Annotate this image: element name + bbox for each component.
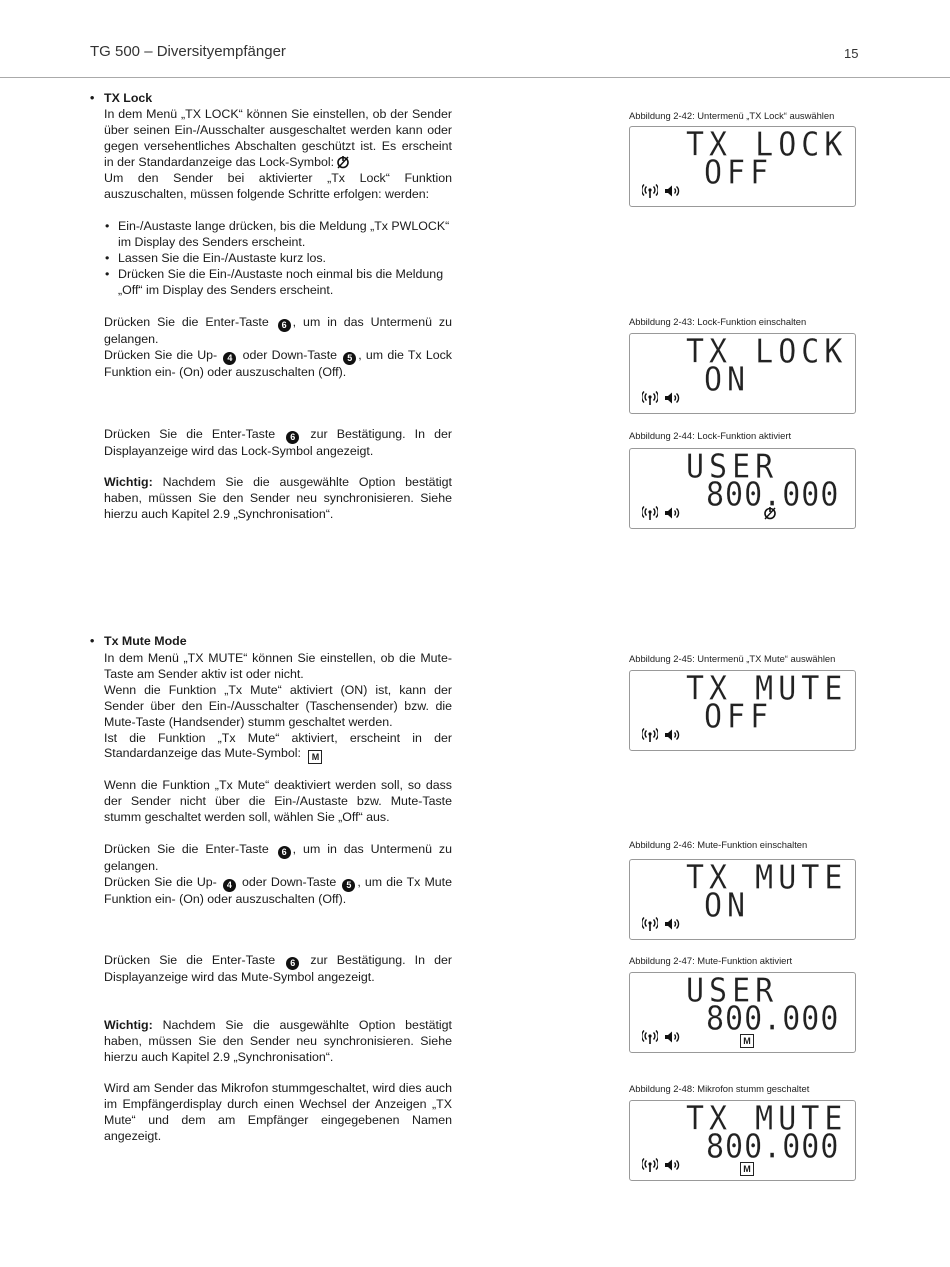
tx-mute-intro	[104, 651, 452, 764]
lcd-icon-row	[642, 184, 680, 203]
text-span: oder Down-Taste	[242, 347, 338, 362]
mute-status-label: M	[740, 1162, 754, 1176]
speaker-icon	[664, 1030, 680, 1049]
figure-caption: Abbildung 2-46: Mute-Funktion einschalten	[629, 839, 808, 850]
text-span: In dem Menü „TX MUTE“ können Sie einstellen, ob die Mute-Taste am Sender aktiv ist oder nicht.	[104, 651, 452, 681]
figure-caption: Abbildung 2-47: Mute-Funktion aktiviert	[629, 955, 793, 966]
down-key-icon: 5	[342, 879, 355, 892]
header-divider	[0, 77, 950, 78]
tx-lock-confirm-paragraph	[104, 427, 452, 460]
antenna-icon	[642, 728, 658, 747]
lcd-display	[629, 448, 856, 529]
figure-caption: Abbildung 2-42: Untermenü „TX Lock“ auswählen	[629, 110, 835, 121]
lcd-line-1: TX MUTE	[686, 669, 848, 709]
tx-mute-heading: • Tx Mute Mode	[90, 634, 187, 648]
enter-key-icon: 6	[286, 957, 299, 970]
enter-key-icon: 6	[278, 319, 291, 332]
lock-status-icon	[763, 506, 777, 525]
speaker-icon	[664, 391, 680, 410]
lcd-line-2: ON	[704, 886, 751, 926]
figure-caption: Abbildung 2-43: Lock-Funktion einschalten	[629, 316, 807, 327]
tx-lock-steps-list	[104, 219, 454, 299]
important-label: Wichtig:	[104, 475, 153, 489]
lcd-line-1: USER	[686, 971, 779, 1011]
antenna-icon	[642, 1158, 658, 1177]
lcd-line-2: 800.000	[706, 475, 840, 515]
page-number: 15	[844, 46, 859, 61]
down-key-icon: 5	[343, 352, 356, 365]
figure-caption: Abbildung 2-44: Lock-Funktion aktiviert	[629, 430, 792, 441]
lcd-display	[629, 1100, 856, 1181]
text-span: Drücken Sie die Enter-Taste	[104, 842, 269, 856]
lcd-display	[629, 333, 856, 414]
text-span: oder Down-Taste	[241, 874, 337, 889]
lcd-line-2: OFF	[704, 153, 774, 193]
list-item: • Ein-/Austaste lange drücken, bis die Meldung „Tx PWLOCK“ im Display des Senders erscheint.	[104, 219, 454, 251]
tx-lock-heading-text: TX Lock	[104, 91, 153, 105]
tx-lock-important-note	[104, 475, 452, 523]
speaker-icon	[664, 728, 680, 747]
figure-caption: Abbildung 2-48: Mikrofon stumm geschaltet	[629, 1083, 810, 1094]
page-header-title: TG 500 – Diversityempfänger	[90, 43, 286, 60]
text-span: , um die Tx Lock Funktion ein- (On) oder auszuschalten (Off).	[104, 347, 452, 379]
text-span: Drücken Sie die Enter-Taste	[104, 427, 276, 441]
tx-mute-confirm-paragraph	[104, 953, 452, 986]
speaker-icon	[664, 506, 680, 525]
lcd-display	[629, 859, 856, 940]
lcd-icon-row	[642, 391, 680, 410]
tx-mute-deactivate-paragraph: Wenn die Funktion „Tx Mute“ deaktiviert werden soll, so dass der Sender nicht über die Ein-/Austaste bzw. Mute-Taste stumm geschaltet werden soll, wählen Sie „Off“ aus.	[104, 778, 452, 824]
antenna-icon	[642, 506, 658, 525]
lcd-line-2: OFF	[704, 697, 774, 737]
lcd-display	[629, 972, 856, 1053]
tx-lock-heading: • TX Lock	[90, 91, 153, 105]
lcd-line-2: 800.000	[706, 999, 840, 1039]
lcd-line-1: TX MUTE	[686, 858, 848, 898]
lcd-line-2: ON	[704, 360, 751, 400]
tx-mute-enter-paragraph	[104, 842, 452, 908]
antenna-icon	[642, 184, 658, 203]
lcd-line-1: USER	[686, 447, 779, 487]
up-key-icon: 4	[223, 352, 236, 365]
list-item: • Drücken Sie die Ein-/Austaste noch einmal bis die Meldung „Off“ im Display des Senders erscheint.	[104, 267, 454, 299]
important-label: Wichtig:	[104, 1018, 153, 1032]
text-span: Nachdem Sie die ausgewählte Option bestätigt haben, müssen Sie den Sender neu synchronisieren. Siehe hierzu auch Kapitel 2.9 „Synchronisation“.	[104, 1018, 452, 1064]
text-span: Drücken Sie die Enter-Taste	[104, 315, 269, 329]
text-span: , um in das Untermenü zu gelangen.	[104, 842, 452, 873]
tx-lock-intro-2: Um den Sender bei aktivierter „Tx Lock“ Funktion auszuschalten, müssen folgende Schritte erfolgen: werden:	[104, 171, 452, 201]
tx-lock-intro-1-text: In dem Menü „TX LOCK“ können Sie einstellen, ob der Sender über seinen Ein-/Ausschalter ausgeschaltet werden kann oder gegen versehentliches Abschalten geschützt ist. Es erscheint in der Standardanzeige das Lock-Symbol:	[104, 107, 452, 169]
antenna-icon	[642, 391, 658, 410]
figure-caption: Abbildung 2-45: Untermenü „TX Mute“ auswählen	[629, 653, 836, 664]
lcd-icon-row	[642, 917, 680, 936]
text-span: Nachdem Sie die ausgewählte Option bestätigt haben, müssen Sie den Sender neu synchronisieren. Siehe hierzu auch Kapitel 2.9 „Synchronisation“.	[104, 475, 452, 521]
text-span: Drücken Sie die Enter-Taste	[104, 953, 276, 967]
lcd-line-2: 800.000	[706, 1127, 840, 1167]
speaker-icon	[664, 917, 680, 936]
text-span: Drücken Sie die Up-	[104, 874, 217, 889]
lcd-icon-row	[642, 506, 680, 525]
speaker-icon	[664, 184, 680, 203]
antenna-icon	[642, 917, 658, 936]
lcd-line-1: TX MUTE	[686, 1099, 848, 1139]
lcd-line-1: TX LOCK	[686, 332, 848, 372]
text-span: , um die Tx Mute Funktion ein- (On) oder auszuschalten (Off).	[104, 874, 452, 906]
tx-lock-intro-1	[104, 107, 452, 174]
text-span: , um in das Untermenü zu gelangen.	[104, 315, 452, 346]
lcd-display	[629, 126, 856, 207]
mute-status-icon	[740, 1031, 754, 1049]
text-span: zur Bestätigung. In der Displayanzeige wird das Lock-Symbol angezeigt.	[104, 427, 452, 458]
lcd-icon-row	[642, 1158, 680, 1177]
text-span: zur Bestätigung. In der Displayanzeige wird das Mute-Symbol angezeigt.	[104, 953, 452, 984]
mic-mute-paragraph: Wird am Sender das Mikrofon stummgeschaltet, wird dies auch im Empfängerdisplay durch einen Wechsel der Anzeigen „TX Mute“ und dem am Empfänger eingegebenen Namen angezeigt.	[104, 1081, 452, 1143]
text-span: Wenn die Funktion „Tx Mute“ aktiviert (ON) ist, kann der Sender über den Ein-/Ausschalter (Taschensender) bzw. die Mute-Taste (Handsender) stumm geschaltet werden.	[104, 682, 452, 729]
enter-key-icon: 6	[286, 431, 299, 444]
tx-mute-important-note	[104, 1018, 452, 1066]
tx-mute-heading-text: Tx Mute Mode	[104, 634, 187, 648]
mute-status-icon	[740, 1159, 754, 1177]
speaker-icon	[664, 1158, 680, 1177]
list-item: • Lassen Sie die Ein-/Austaste kurz los.	[104, 251, 454, 267]
antenna-icon	[642, 1030, 658, 1049]
tx-lock-enter-paragraph	[104, 315, 452, 381]
text-span: Ist die Funktion „Tx Mute“ aktiviert, erscheint in der Standardanzeige das Mute-Symbol:	[104, 730, 452, 761]
mute-status-label: M	[740, 1034, 754, 1048]
enter-key-icon: 6	[278, 846, 291, 859]
lcd-line-1: TX LOCK	[686, 125, 848, 165]
lcd-icon-row	[642, 728, 680, 747]
lcd-display	[629, 670, 856, 751]
text-span: Drücken Sie die Up-	[104, 347, 218, 362]
up-key-icon: 4	[223, 879, 236, 892]
mute-symbol-icon: M	[308, 750, 322, 764]
lcd-icon-row	[642, 1030, 680, 1049]
